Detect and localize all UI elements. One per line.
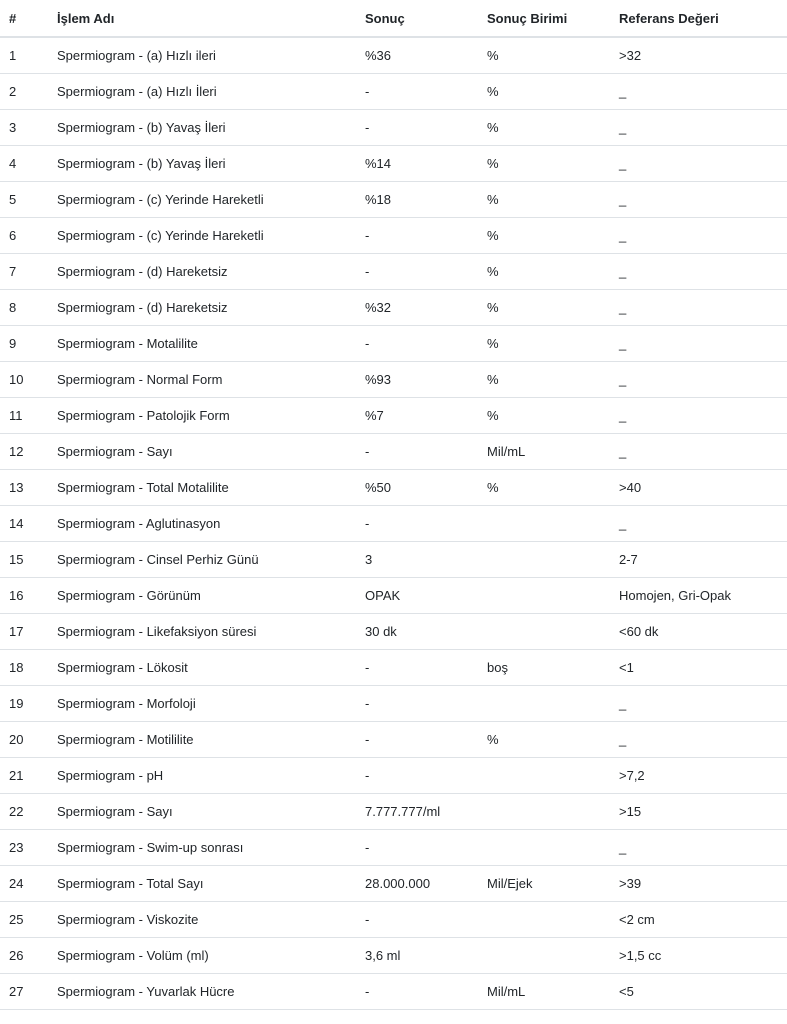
- cell-result-unit: [478, 614, 610, 650]
- cell-procedure-name: Spermiogram - (d) Hareketsiz: [48, 290, 356, 326]
- cell-result-unit: Mil/Ejek: [478, 866, 610, 902]
- cell-result: 3,6 ml: [356, 938, 478, 974]
- cell-result-unit: %: [478, 290, 610, 326]
- cell-result-unit: [478, 830, 610, 866]
- table-row: [0, 110, 787, 146]
- table-row: [0, 506, 787, 542]
- header-result: Sonuç: [356, 0, 478, 37]
- cell-procedure-name: Spermiogram - Aglutinasyon: [48, 506, 356, 542]
- cell-result-unit: %: [478, 254, 610, 290]
- cell-result: -: [356, 434, 478, 470]
- cell-result: -: [356, 506, 478, 542]
- cell-index: 13: [0, 470, 48, 506]
- cell-result-unit: %: [478, 326, 610, 362]
- cell-reference-value: >1,5 cc: [610, 938, 787, 974]
- cell-reference-value: <60 dk: [610, 614, 787, 650]
- cell-result: %7: [356, 398, 478, 434]
- cell-reference-value: _: [610, 830, 787, 866]
- table-row: [0, 362, 787, 398]
- cell-index: 16: [0, 578, 48, 614]
- cell-reference-value: <5: [610, 974, 787, 1010]
- table-row: [0, 542, 787, 578]
- cell-reference-value: _: [610, 506, 787, 542]
- cell-result: %36: [365, 48, 392, 63]
- table-row: [0, 398, 787, 434]
- cell-index: 11: [0, 398, 48, 434]
- cell-reference-value: >15: [610, 794, 787, 830]
- cell-reference-value: _: [610, 362, 787, 398]
- table-row: [0, 182, 787, 218]
- cell-index: 3: [0, 110, 48, 146]
- cell-result: -: [356, 254, 478, 290]
- cell-reference-value: <2 cm: [610, 902, 787, 938]
- cell-procedure-name: Spermiogram - pH: [48, 758, 356, 794]
- cell-procedure-name: Spermiogram - (b) Yavaş İleri: [48, 110, 356, 146]
- cell-index: 25: [0, 902, 48, 938]
- cell-reference-value: _: [610, 326, 787, 362]
- cell-result-unit: [478, 542, 610, 578]
- cell-reference-value: _: [610, 398, 787, 434]
- cell-procedure-name: Spermiogram - (c) Yerinde Hareketli: [48, 182, 356, 218]
- cell-result-unit: %: [478, 74, 610, 110]
- cell-result-unit: %: [478, 722, 610, 758]
- cell-procedure-name: Spermiogram - Patolojik Form: [48, 398, 356, 434]
- table-body: [0, 37, 787, 1010]
- cell-result: 7.777.777/ml: [356, 794, 478, 830]
- cell-result: -: [356, 326, 478, 362]
- cell-procedure-name: Spermiogram - Volüm (ml): [48, 938, 356, 974]
- table-row: [0, 434, 787, 470]
- table-row: [0, 74, 787, 110]
- cell-index: 7: [0, 254, 48, 290]
- table-row: [0, 37, 787, 74]
- table-row: [0, 614, 787, 650]
- header-procedure-name: İşlem Adı: [48, 0, 356, 37]
- table-row: [0, 218, 787, 254]
- cell-reference-value: _: [610, 686, 787, 722]
- cell-result-unit: Mil/mL: [478, 974, 610, 1010]
- cell-procedure-name: Spermiogram - Sayı: [48, 794, 356, 830]
- cell-index: 26: [0, 938, 48, 974]
- cell-reference-value: >7,2: [610, 758, 787, 794]
- cell-result: 30 dk: [356, 614, 478, 650]
- cell-result: -: [356, 650, 478, 686]
- table-row: [0, 758, 787, 794]
- cell-index: 1: [9, 48, 17, 63]
- cell-result: %50: [356, 470, 478, 506]
- cell-result-unit: [478, 938, 610, 974]
- table-row: [0, 578, 787, 614]
- cell-reference-value: _: [610, 434, 787, 470]
- cell-reference-value: Homojen, Gri-Opak: [610, 578, 787, 614]
- table-row: [0, 938, 787, 974]
- cell-reference-value: >40: [610, 470, 787, 506]
- cell-procedure-name: Spermiogram - Normal Form: [48, 362, 356, 398]
- cell-result-unit: %: [478, 110, 610, 146]
- table-row: [0, 794, 787, 830]
- cell-index: 22: [0, 794, 48, 830]
- cell-index: 8: [0, 290, 48, 326]
- cell-reference-value: _: [610, 254, 787, 290]
- table-row: [0, 866, 787, 902]
- cell-result: 28.000.000: [356, 866, 478, 902]
- table-row: [0, 686, 787, 722]
- table-row: [0, 290, 787, 326]
- cell-result-unit: [478, 506, 610, 542]
- cell-reference-value: _: [610, 290, 787, 326]
- cell-procedure-name: Spermiogram - Cinsel Perhiz Günü: [48, 542, 356, 578]
- cell-result-unit: boş: [478, 650, 610, 686]
- cell-result-unit: %: [478, 146, 610, 182]
- cell-index: 20: [0, 722, 48, 758]
- cell-reference-value: <1: [610, 650, 787, 686]
- cell-procedure-name: Spermiogram - Swim-up sonrası: [48, 830, 356, 866]
- cell-procedure-name: Spermiogram - Görünüm: [48, 578, 356, 614]
- cell-result-unit: %: [478, 218, 610, 254]
- cell-result-unit: [478, 758, 610, 794]
- cell-index: 9: [0, 326, 48, 362]
- cell-reference-value: _: [610, 182, 787, 218]
- cell-index: 23: [0, 830, 48, 866]
- cell-index: 6: [0, 218, 48, 254]
- cell-procedure-name: Spermiogram - Lökosit: [48, 650, 356, 686]
- cell-result-unit: [478, 686, 610, 722]
- cell-result: -: [356, 218, 478, 254]
- cell-reference-value: 2-7: [610, 542, 787, 578]
- cell-procedure-name: Spermiogram - Yuvarlak Hücre: [48, 974, 356, 1010]
- cell-index: 4: [0, 146, 48, 182]
- cell-procedure-name: Spermiogram - Motililite: [48, 722, 356, 758]
- table-row: [0, 902, 787, 938]
- cell-result-unit: [478, 578, 610, 614]
- cell-reference-value: >39: [610, 866, 787, 902]
- table-row: [0, 722, 787, 758]
- cell-procedure-name: Spermiogram - (d) Hareketsiz: [48, 254, 356, 290]
- header-row: [0, 0, 787, 37]
- header-index: #: [0, 0, 48, 37]
- table-row: [0, 974, 787, 1010]
- cell-result-unit: %: [478, 470, 610, 506]
- cell-index: 27: [0, 974, 48, 1010]
- cell-result-unit: %: [478, 398, 610, 434]
- cell-result: 3: [356, 542, 478, 578]
- cell-index: 24: [0, 866, 48, 902]
- cell-result: -: [356, 830, 478, 866]
- cell-result: -: [356, 686, 478, 722]
- cell-index: 14: [0, 506, 48, 542]
- table-row: [0, 470, 787, 506]
- cell-reference-value: _: [610, 722, 787, 758]
- cell-procedure-name: Spermiogram - Morfoloji: [48, 686, 356, 722]
- cell-procedure-name: Spermiogram - (c) Yerinde Hareketli: [48, 218, 356, 254]
- table-row: [0, 830, 787, 866]
- cell-result-unit: Mil/mL: [478, 434, 610, 470]
- cell-procedure-name: Spermiogram - (b) Yavaş İleri: [48, 146, 356, 182]
- cell-index: 10: [0, 362, 48, 398]
- cell-result: %93: [356, 362, 478, 398]
- cell-procedure-name: Spermiogram - (a) Hızlı İleri: [48, 74, 356, 110]
- cell-index: 2: [0, 74, 48, 110]
- header-reference-value: Referans Değeri: [610, 0, 787, 37]
- cell-index: 18: [0, 650, 48, 686]
- header-result-unit: Sonuç Birimi: [478, 0, 610, 37]
- cell-procedure-name: Spermiogram - Sayı: [48, 434, 356, 470]
- cell-result: -: [356, 74, 478, 110]
- cell-result-unit: %: [478, 182, 610, 218]
- cell-reference-value: _: [610, 146, 787, 182]
- cell-procedure-name: Spermiogram - Total Sayı: [48, 866, 356, 902]
- cell-index: 19: [0, 686, 48, 722]
- cell-index: 21: [0, 758, 48, 794]
- cell-result: -: [356, 974, 478, 1010]
- cell-result-unit: [478, 902, 610, 938]
- cell-result: %32: [356, 290, 478, 326]
- cell-reference-value: >32: [619, 48, 642, 63]
- cell-index: 17: [0, 614, 48, 650]
- cell-result: -: [356, 110, 478, 146]
- cell-procedure-name: Spermiogram - (a) Hızlı ileri: [57, 48, 216, 63]
- cell-result: -: [356, 758, 478, 794]
- cell-result: %18: [356, 182, 478, 218]
- cell-result: %14: [356, 146, 478, 182]
- cell-result: OPAK: [356, 578, 478, 614]
- cell-procedure-name: Spermiogram - Viskozite: [48, 902, 356, 938]
- cell-result: -: [356, 722, 478, 758]
- cell-procedure-name: Spermiogram - Total Motalilite: [48, 470, 356, 506]
- cell-result-unit: %: [478, 362, 610, 398]
- cell-reference-value: _: [610, 74, 787, 110]
- table-row: [0, 326, 787, 362]
- table-row: [0, 146, 787, 182]
- cell-result-unit: %: [487, 48, 499, 63]
- cell-result: -: [356, 902, 478, 938]
- cell-reference-value: _: [610, 110, 787, 146]
- table-row: [0, 650, 787, 686]
- cell-index: 15: [0, 542, 48, 578]
- table-header: [0, 0, 787, 37]
- table-row: [0, 254, 787, 290]
- cell-procedure-name: Spermiogram - Motalilite: [48, 326, 356, 362]
- cell-index: 5: [0, 182, 48, 218]
- cell-result-unit: [478, 794, 610, 830]
- cell-reference-value: _: [610, 218, 787, 254]
- cell-procedure-name: Spermiogram - Likefaksiyon süresi: [48, 614, 356, 650]
- cell-index: 12: [0, 434, 48, 470]
